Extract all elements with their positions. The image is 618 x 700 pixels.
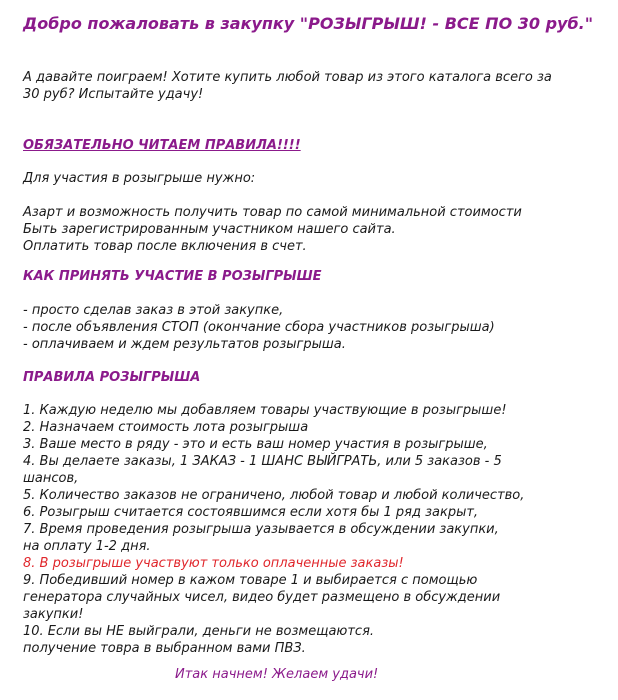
closing-message: Итак начнем! Желаем удачи! [175, 667, 379, 682]
draw-rule-item: 6. Розыгрыш считается состоявшимся если хотя бы 1 ряд закрыт, [23, 505, 479, 520]
how-step-item: - оплачиваем и ждем результатов розыгрыша. [23, 337, 346, 352]
draw-rule-item: 1. Каждую неделю мы добавляем товары участвующие в розыгрыше! [23, 403, 507, 418]
how-step-item: - после объявления СТОП (окончание сбора участников розыгрыша) [23, 320, 495, 335]
draw-rule-item: на оплату 1-2 дня. [23, 539, 151, 554]
intro-paragraph [23, 69, 603, 103]
requirements-list [23, 204, 603, 255]
draw-rule-item: 5. Количество заказов не ограничено, любой товар и любой количество, [23, 488, 525, 503]
draw-rule-item: получение товра в выбранном вами ПВЗ. [23, 641, 306, 656]
requirement-item: Быть зарегистрированным участником нашего сайта. [23, 222, 396, 237]
how-step-item: - просто сделав заказ в этой закупке, [23, 303, 284, 318]
intro-line: 30 руб? Испытайте удачу! [23, 87, 204, 102]
draw-rule-item: 2. Назначаем стоимость лота розыгрыша [23, 420, 309, 435]
page-title: Добро пожаловать в закупку "РОЗЫГРЫШ! - ВСЕ ПО 30 руб." [23, 14, 594, 33]
draw-rule-item: 10. Если вы НЕ выйграли, деньги не возмещаются. [23, 624, 375, 639]
draw-rule-item-highlighted: 8. В розыгрыше участвуют только оплаченные заказы! [23, 556, 404, 571]
requirement-item: Оплатить товар после включения в счет. [23, 239, 307, 254]
draw-rule-item: 4. Вы делаете заказы, 1 ЗАКАЗ - 1 ШАНС ВЫЙГРАТЬ, или 5 заказов - 5 [23, 454, 502, 469]
draw-rule-item: закупки! [23, 607, 84, 622]
intro-line: А давайте поиграем! Хотите купить любой товар из этого каталога всего за [23, 70, 552, 85]
draw-rules-list [23, 402, 603, 657]
requirements-intro: Для участия в розыгрыше нужно: [23, 171, 256, 186]
how-steps-list [23, 302, 603, 353]
requirement-item: Азарт и возможность получить товар по самой минимальной стоимости [23, 205, 522, 220]
draw-rule-item: 7. Время проведения розыгрыша уазывается в обсуждении закупки, [23, 522, 499, 537]
how-to-participate-heading: КАК ПРИНЯТЬ УЧАСТИЕ В РОЗЫГРЫШЕ [23, 269, 322, 284]
draw-rule-item: шансов, [23, 471, 79, 486]
draw-rule-item: 3. Ваше место в ряду - это и есть ваш номер участия в розыгрыше, [23, 437, 488, 452]
draw-rule-item: генератора случайных чисел, видео будет размещено в обсуждении [23, 590, 501, 605]
draw-rule-item: 9. Победивший номер в кажом товаре 1 и выбирается с помощью [23, 573, 478, 588]
draw-rules-heading: ПРАВИЛА РОЗЫГРЫША [23, 370, 201, 385]
rules-heading: ОБЯЗАТЕЛЬНО ЧИТАЕМ ПРАВИЛА!!!! [23, 138, 301, 153]
